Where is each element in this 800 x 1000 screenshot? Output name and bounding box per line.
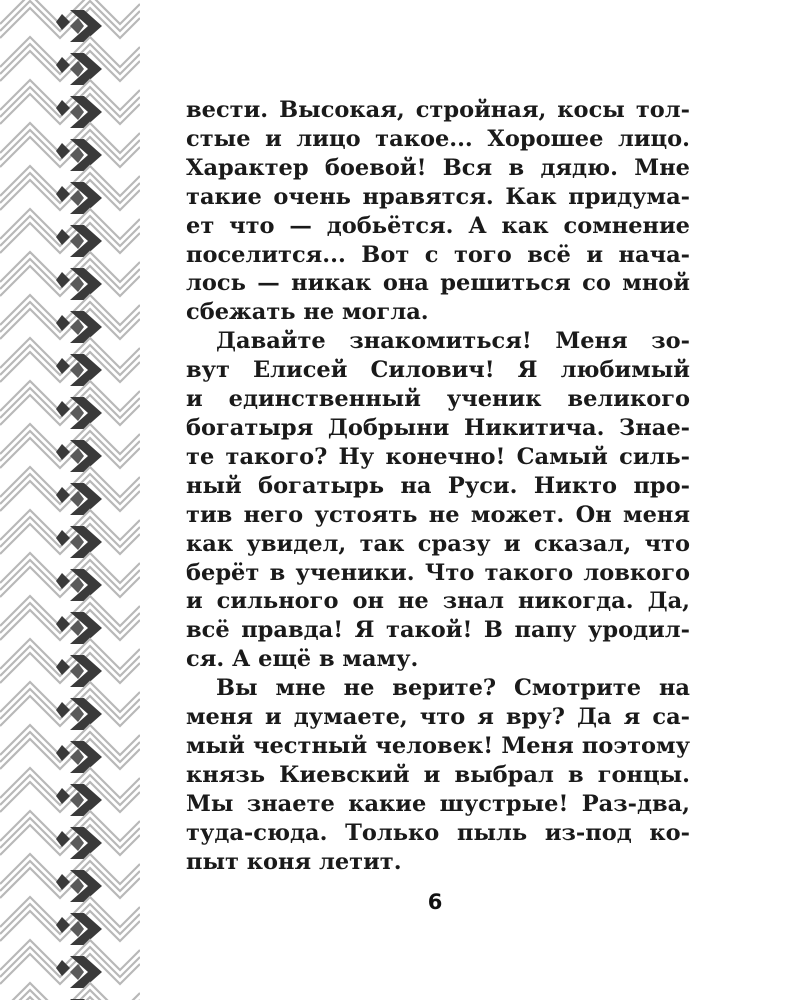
- decorative-border: [0, 0, 140, 1000]
- text-line: и сильного он не знал никогда. Да,: [186, 588, 690, 615]
- text-line: вут Елисей Силович! Я любимый: [186, 357, 690, 384]
- text-line: такие очень нравятся. Как придума-: [186, 183, 690, 210]
- text-line: берёт в ученики. Что такого ловкого: [186, 559, 690, 586]
- text-line: богатыря Добрыни Никитича. Знае-: [186, 414, 690, 441]
- text-line: Характер боевой! Вся в дядю. Мне: [186, 154, 690, 181]
- paragraph: [186, 674, 690, 876]
- text-line: пыт коня летит.: [186, 848, 402, 875]
- page-number: 6: [427, 890, 443, 914]
- text-line: князь Киевский и выбрал в гонцы.: [186, 761, 690, 788]
- text-line: и единственный ученик великого: [186, 386, 690, 413]
- page-text: [186, 96, 690, 876]
- text-line: тив него устоять не может. Он меня: [186, 501, 690, 528]
- text-line: Мы знаете какие шустрые! Раз-два,: [186, 790, 690, 817]
- text-line: сбежать не могла.: [186, 299, 429, 326]
- paragraph: [186, 327, 690, 674]
- text-line: стые и лицо такое... Хорошее лицо.: [186, 125, 690, 152]
- text-line: ся. А ещё в маму.: [186, 646, 419, 673]
- text-line: меня и думаете, что я вру? Да я са-: [186, 704, 690, 731]
- text-line: лось — никак она решиться со мной: [186, 270, 690, 297]
- text-line: как увидел, так сразу и сказал, что: [186, 530, 690, 557]
- text-line: те такого? Ну конечно! Самый силь-: [186, 443, 690, 470]
- text-line: поселится... Вот с того всё и нача-: [186, 241, 690, 268]
- paragraph: [186, 96, 690, 327]
- text-line: туда-сюда. Только пыль из-под ко-: [186, 819, 690, 846]
- text-line: Давайте знакомиться! Меня зо-: [216, 328, 690, 355]
- text-line: Вы мне не верите? Смотрите на: [216, 675, 690, 702]
- text-line: всё правда! Я такой! В папу уродил-: [186, 617, 690, 644]
- text-line: мый честный человек! Меня поэтому: [186, 732, 690, 759]
- chevron-ornament-icon: [0, 0, 140, 1000]
- text-line: ет что — добьётся. А как сомнение: [186, 212, 690, 239]
- text-line: ный богатырь на Руси. Никто про-: [186, 472, 690, 499]
- text-line: вести. Высокая, стройная, косы тол-: [186, 97, 690, 123]
